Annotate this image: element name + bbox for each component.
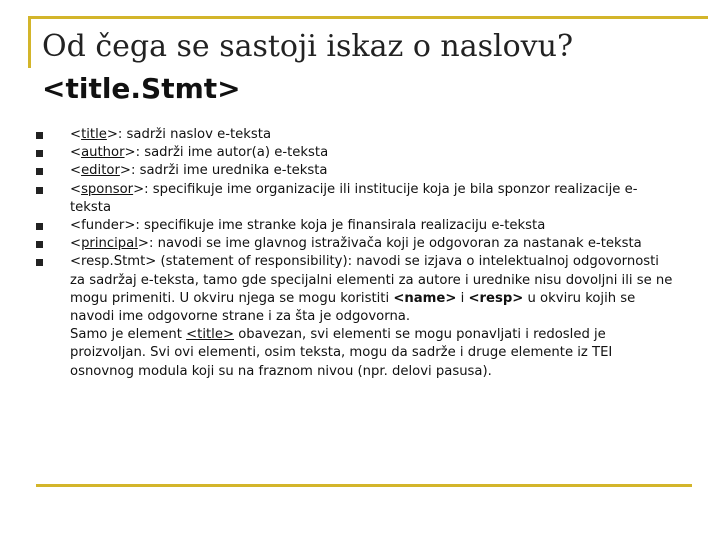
tag-name: editor	[81, 163, 120, 179]
tag-name: <resp.Stmt>	[70, 254, 157, 270]
item-text: : sadrži ime urednika e-teksta	[130, 163, 328, 179]
tag-name: funder	[81, 218, 125, 234]
tag-close: >	[106, 127, 118, 142]
square-bullet-icon	[36, 132, 43, 139]
title-heading: Od čega se sastoji iskaz o naslovu?	[42, 29, 574, 64]
tag-close: >	[124, 145, 136, 161]
p2-start: Samo je element	[70, 327, 187, 343]
name-tag: <name>	[393, 290, 457, 306]
resp-tag: <resp>	[468, 290, 524, 306]
square-bullet-icon	[36, 150, 43, 157]
tag-open: <	[70, 236, 82, 252]
square-bullet-icon	[36, 168, 43, 175]
item-text: : specifikuje ime stranke koja je finansirala realizaciju e-teksta	[135, 218, 546, 234]
title-tag: <title.Stmt>	[42, 72, 241, 105]
tag-close: >	[124, 218, 136, 234]
item-text: : sadrži naslov e-teksta	[117, 127, 272, 142]
list-item	[36, 235, 676, 253]
p2-end: obavezan, svi elementi se mogu ponavljati i redosled je proizvoljan. Svi ovi elementi, osim teksta, mogu da sadrže i druge elemente iz TEI osnovnog modula koji su na fraznom nivou (npr. delovi pasusa).	[70, 327, 613, 379]
tag-close: >	[133, 181, 145, 197]
tag-close: >	[119, 163, 131, 179]
p2-tag: <title>	[186, 327, 234, 343]
list-item	[36, 126, 676, 144]
tag-open: <	[70, 127, 82, 142]
tag-open: <	[70, 181, 82, 197]
item-text: (statement of responsibility): navodi se izjava o intelektualnoj odgovornosti za sadržaj e-teksta, tamo gde specijalni elementi za autore i urednike nisu dovoljni ili se ne mogu primeniti. U okviru njega se mogu koristiti	[70, 254, 673, 306]
bottom-accent-line	[36, 484, 692, 487]
item-text: : navodi se ime glavnog istraživača koji je odgovoran za nastanak e-teksta	[148, 236, 642, 252]
tag-name: author	[81, 145, 125, 161]
tag-open: <	[70, 163, 82, 179]
item-text-end: u okviru kojih se navodi ime odgovorne strane i za šta je odgovorna.	[70, 290, 636, 325]
list-item	[36, 144, 676, 162]
item-text: : specifikuje ime organizacije ili institucije koja je bila sponzor realizacije e-teksta	[70, 181, 638, 215]
top-accent-line	[28, 16, 708, 19]
tag-open: <	[70, 145, 82, 161]
item-paragraph-2	[70, 326, 676, 381]
left-accent-line	[28, 16, 31, 68]
tag-name: title	[81, 127, 107, 142]
list-item	[36, 217, 676, 235]
square-bullet-icon	[36, 241, 43, 248]
item-text: : sadrži ime autor(a) e-teksta	[135, 145, 329, 161]
square-bullet-icon	[36, 187, 43, 194]
tag-name: sponsor	[81, 181, 134, 197]
square-bullet-icon	[36, 223, 43, 230]
slide-title	[42, 28, 702, 108]
item-text-mid: i	[456, 290, 469, 306]
bullet-list	[36, 126, 676, 381]
list-item	[36, 162, 676, 180]
tag-open: <	[70, 218, 82, 234]
tag-close: >	[137, 236, 149, 252]
square-bullet-icon	[36, 259, 43, 266]
list-item	[36, 253, 676, 380]
tag-name: principal	[81, 236, 138, 252]
list-item	[36, 181, 676, 217]
